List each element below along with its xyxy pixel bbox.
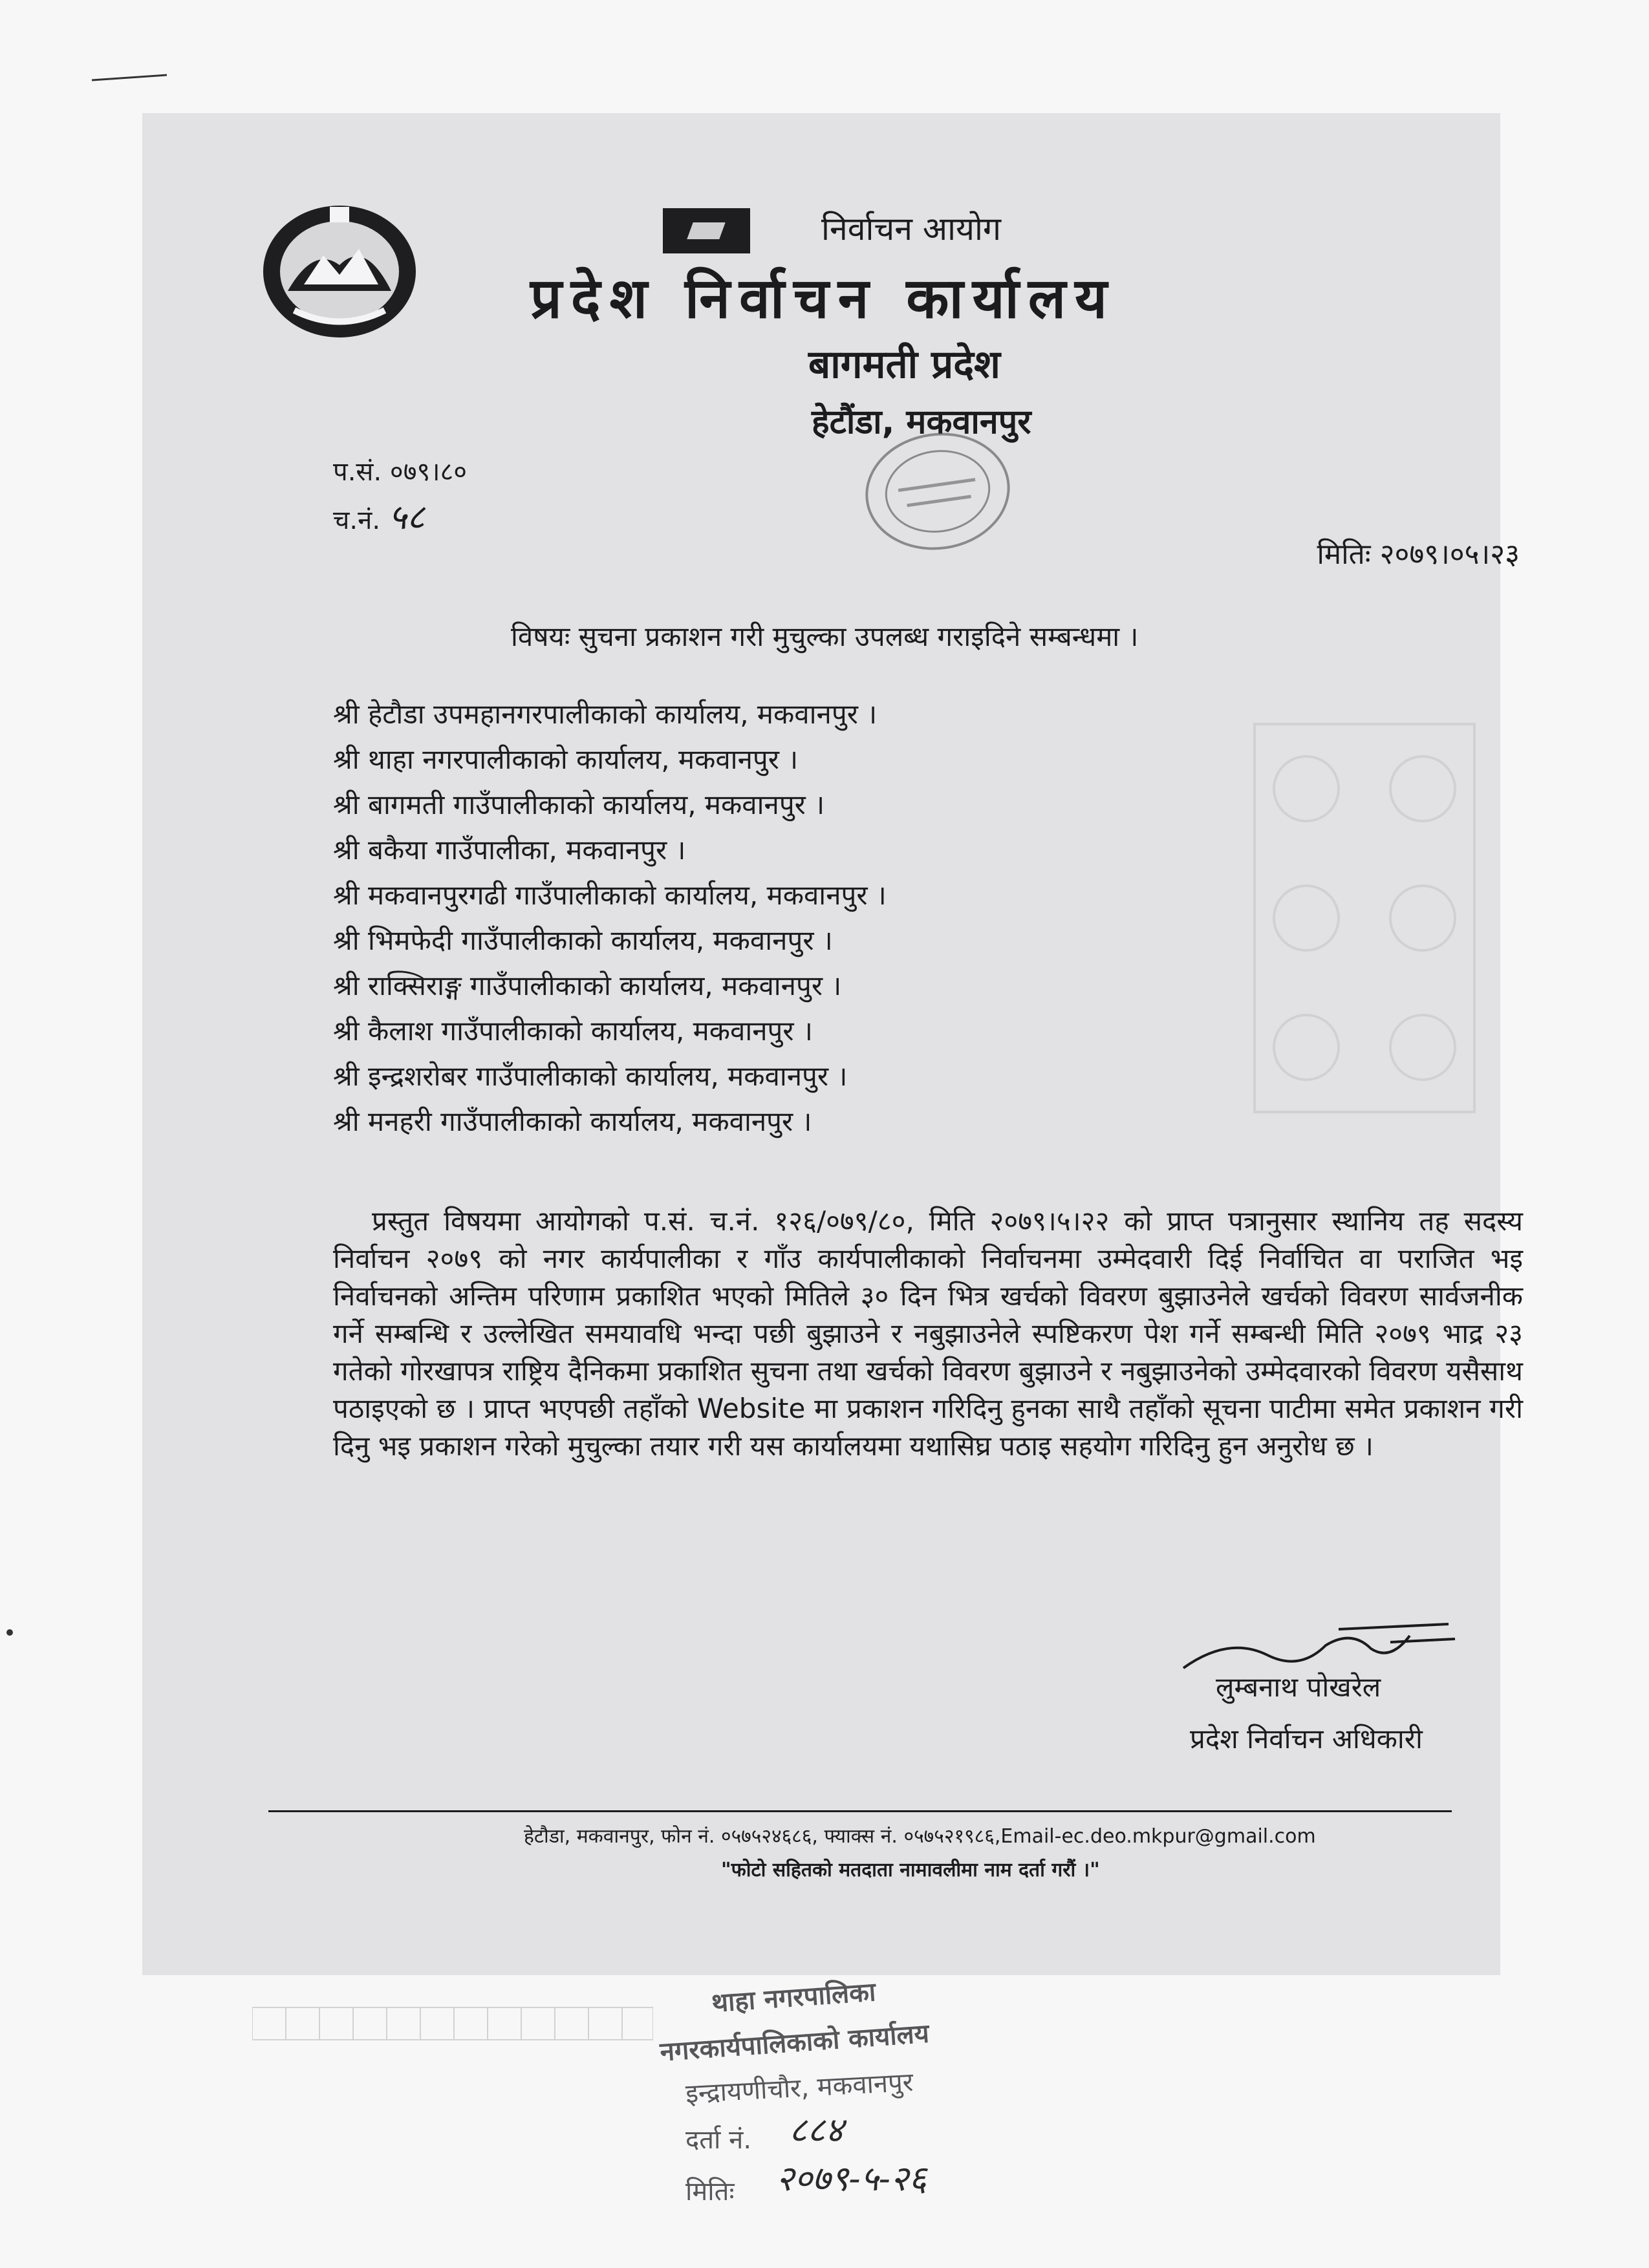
date-value: २०७९।०५।२३ bbox=[1379, 538, 1520, 571]
recipient-list bbox=[333, 692, 887, 1144]
signatory-name: लुम्बनाथ पोखरेल bbox=[1216, 1671, 1381, 1703]
stamp-line-office: नगरकार्यपालिकाको कार्यालय bbox=[659, 2018, 931, 2068]
reference-ps bbox=[333, 453, 467, 488]
recipient-item: श्री हेटौडा उपमहानगरपालीकाको कार्यालय, मकवानपुर । bbox=[333, 698, 878, 730]
chn-label: च.नं. bbox=[333, 506, 381, 535]
office-seal-stamp bbox=[852, 416, 1023, 566]
stamp-date-label: मितिः bbox=[685, 2177, 735, 2207]
recipient-item: श्री मकवानपुरगढी गाउँपालीकाको कार्यालय, मकवानपुर । bbox=[333, 879, 887, 911]
commission-name: निर्वाचन आयोग bbox=[821, 210, 1002, 248]
background-watermark bbox=[1248, 718, 1481, 1118]
recipient-item: श्री कैलाश गाउँपालीकाको कार्यालय, मकवानपुर । bbox=[333, 1015, 813, 1047]
letter-date bbox=[1317, 533, 1520, 572]
office-name: प्रदेश निर्वाचन कार्यालय bbox=[530, 266, 1117, 331]
recipient-item: श्री इन्द्रशरोबर गाउँपालीकाको कार्यालय, मकवानपुर । bbox=[333, 1060, 848, 1092]
body-paragraph: प्रस्तुत विषयमा आयोगको प.सं. च.नं. १२६/०७९/८०, मिति २०७९।५।२२ को प्राप्त पत्रानुसार स्थानिय तह सदस्य निर्वाचन २०७९ को नगर कार्यपालीका र गाँउ कार्यपालीकाको निर्वाचनमा उम्मेदवारी दिई निर्वाचित वा पराजित भइ निर्वाचनको अन्तिम परिणाम प्रकाशित भएको मितिले ३० दिन भित्र खर्चको विवरण बुझाउनेले खर्चको विवरण सार्वजनीक गर्ने सम्बन्धि र उल्लेखित समयावधि भन्दा पछी बुझाउने र नबुझाउनेले स्पष्टिकरण पेश गर्ने सम्बन्धी मिति २०७९ भाद्र २३ गतेको गोरखापत्र राष्ट्रिय दैनिकमा प्रकाशित सुचना तथा खर्चको विवरण बुझाउने र नबुझाउनेको उम्मेदवारको विवरण यसैसाथ पठाइएको छ । प्राप्त भएपछी तहाँको Website मा प्रकाशन गरिदिनु हुनका साथै तहाँको सूचना पाटीमा समेत प्रकाशन गरी दिनु भइ प्रकाशन गरेको मुचुल्का तयार गरी यस कार्यालयमा यथासिघ्र पठाइ सहयोग गरिदिनु हुन अनुरोध छ । bbox=[333, 1205, 1523, 1462]
recipient-item: श्री राक्सिराङ्ग गाउँपालीकाको कार्यालय, मकवानपुर । bbox=[333, 970, 842, 1001]
margin-dot bbox=[6, 1629, 13, 1636]
signatory-title: प्रदेश निर्वाचन अधिकारी bbox=[1190, 1723, 1423, 1755]
faint-grid-strip bbox=[252, 2004, 653, 2043]
recipient-item: श्री मनहरी गाउँपालीकाको कार्यालय, मकवानपुर । bbox=[333, 1106, 812, 1137]
reference-chn bbox=[333, 491, 425, 539]
province-name: बागमती प्रदेश bbox=[808, 342, 1000, 387]
stamp-line-address: इन्द्रायणीचौर, मकवानपुर bbox=[685, 2067, 914, 2110]
stamp-date-value: २०७९-५-२६ bbox=[776, 2158, 927, 2199]
office-location: हेटौंडा, मकवानपुर bbox=[812, 403, 1031, 442]
nepal-emblem-icon bbox=[255, 194, 424, 343]
letterhead bbox=[0, 0, 1649, 517]
chn-value: ५८ bbox=[388, 497, 425, 537]
footer-divider bbox=[268, 1810, 1452, 1812]
recipient-item: श्री बागमती गाउँपालीकाको कार्यालय, मकवानपुर । bbox=[333, 789, 825, 820]
received-stamp bbox=[660, 1978, 1073, 2237]
recipient-item: श्री बकैया गाउँपालीका, मकवानपुर । bbox=[333, 834, 686, 866]
footer-contact: हेटौडा, मकवानपुर, फोन नं. ०५७५२४६८६, फ्याक्स नं. ०५७५२१९८६,Email-ec.deo.mkpur@gmail.com bbox=[524, 1825, 1316, 1848]
subject-line: विषयः सुचना प्रकाशन गरी मुचुल्का उपलब्ध गराइदिने सम्बन्धमा । bbox=[511, 621, 1139, 652]
ps-value: ०७९।८० bbox=[389, 457, 468, 487]
recipient-item: श्री भिमफेदी गाउँपालीकाको कार्यालय, मकवानपुर । bbox=[333, 925, 833, 956]
stamp-reg-label: दर्ता नं. bbox=[685, 2125, 752, 2155]
date-label: मितिः bbox=[1317, 538, 1371, 571]
stamp-reg-value: ८८४ bbox=[789, 2110, 844, 2150]
letter-body bbox=[333, 1203, 1523, 1465]
stamp-line-municipality: थाहा नगरपालिका bbox=[710, 1977, 877, 2018]
ps-label: प.सं. bbox=[333, 457, 382, 487]
recipient-item: श्री थाहा नगरपालीकाको कार्यालय, मकवानपुर । bbox=[333, 744, 799, 775]
footer-slogan: "फोटो सहितको मतदाता नामावलीमा नाम दर्ता गरौं ।" bbox=[721, 1859, 1100, 1881]
flag-icon bbox=[663, 208, 750, 253]
